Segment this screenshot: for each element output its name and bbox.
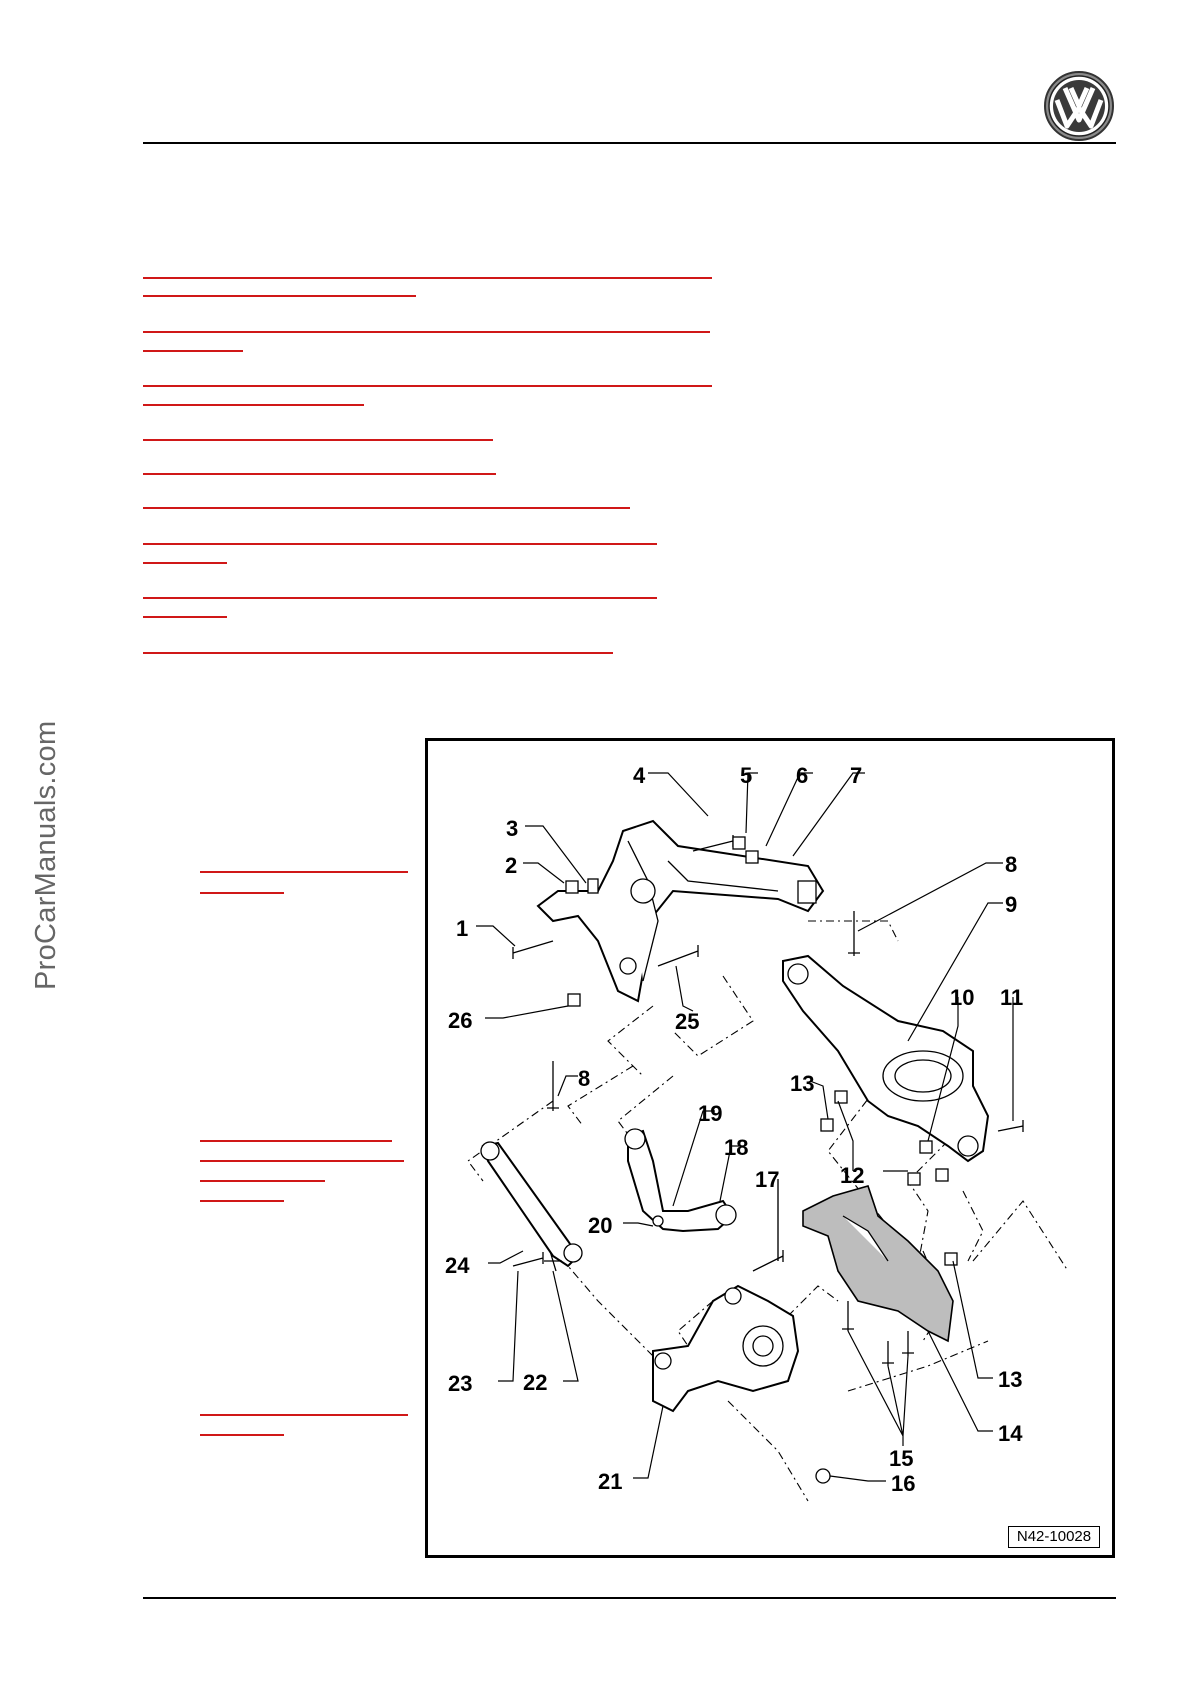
callout-13b: 13 [998, 1367, 1023, 1392]
watermark-text: ProCarManuals.com [30, 720, 62, 990]
header-rule [143, 142, 1116, 144]
link-line[interactable] [200, 1434, 284, 1436]
link-line[interactable] [143, 562, 227, 564]
exploded-view-drawing [428, 741, 1112, 1555]
callout-24: 24 [445, 1253, 470, 1278]
callout-7: 7 [850, 763, 863, 788]
exploded-view-figure [425, 738, 1115, 1558]
callout-8b: 8 [578, 1066, 591, 1091]
callout-9: 9 [1005, 892, 1018, 917]
link-line[interactable] [143, 331, 710, 333]
link-line[interactable] [200, 1140, 392, 1142]
link-line[interactable] [200, 1200, 284, 1202]
link-line[interactable] [143, 350, 243, 352]
link-line[interactable] [143, 507, 630, 509]
callout-12: 12 [840, 1163, 865, 1188]
callout-20: 20 [588, 1213, 613, 1238]
link-line[interactable] [143, 439, 493, 441]
link-line[interactable] [143, 597, 657, 599]
vw-logo-icon [1043, 70, 1115, 142]
link-line[interactable] [200, 1414, 408, 1416]
callout-2: 2 [505, 853, 518, 878]
callout-13: 13 [790, 1071, 815, 1096]
callout-4: 4 [633, 763, 646, 788]
link-line[interactable] [143, 295, 416, 297]
callout-22: 22 [523, 1370, 548, 1395]
callout-23: 23 [448, 1371, 473, 1396]
link-line[interactable] [143, 277, 712, 279]
callout-8: 8 [1005, 852, 1018, 877]
link-line[interactable] [143, 473, 496, 475]
callout-11: 11 [1000, 985, 1024, 1010]
callout-21: 21 [598, 1469, 623, 1494]
callout-19: 19 [698, 1101, 723, 1126]
callout-14: 14 [998, 1421, 1023, 1446]
link-line[interactable] [143, 616, 227, 618]
callout-1: 1 [456, 916, 469, 941]
figure-code: N42-10028 [1008, 1526, 1100, 1548]
callout-15: 15 [889, 1446, 914, 1471]
link-line[interactable] [143, 543, 657, 545]
callout-17: 17 [755, 1167, 780, 1192]
callout-25: 25 [675, 1009, 700, 1034]
callout-16: 16 [891, 1471, 916, 1496]
footer-rule [143, 1597, 1116, 1599]
link-line[interactable] [200, 871, 408, 873]
callout-18: 18 [724, 1135, 749, 1160]
link-line[interactable] [143, 385, 712, 387]
callout-3: 3 [506, 816, 519, 841]
link-line[interactable] [200, 892, 284, 894]
callout-6: 6 [796, 763, 809, 788]
link-line[interactable] [200, 1180, 325, 1182]
link-line[interactable] [200, 1160, 404, 1162]
callout-10: 10 [950, 985, 975, 1010]
callout-5: 5 [740, 763, 753, 788]
link-line[interactable] [143, 404, 364, 406]
link-line[interactable] [143, 652, 613, 654]
callout-26: 26 [448, 1008, 473, 1033]
